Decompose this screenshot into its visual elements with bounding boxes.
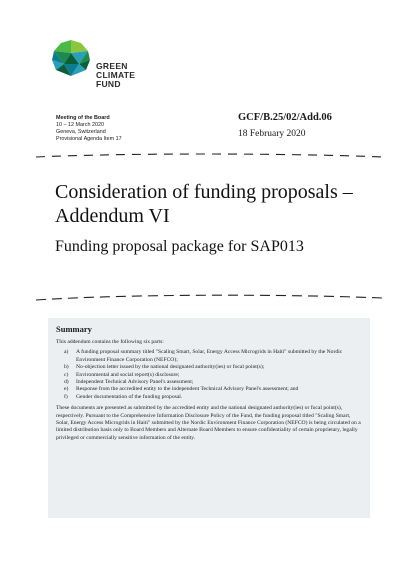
agenda-item: Provisional Agenda Item 17	[56, 136, 122, 142]
list-marker: f)	[64, 393, 68, 400]
list-item	[64, 386, 362, 393]
list-marker: c)	[64, 371, 69, 378]
summary-heading: Summary	[56, 324, 92, 334]
gcf-logo	[50, 38, 145, 100]
list-marker: a)	[64, 349, 69, 356]
list-marker: b)	[64, 364, 69, 371]
meeting-info	[56, 115, 122, 143]
summary-intro: This addendum contains the following six parts:	[56, 339, 164, 345]
logo-line-green: GREEN	[96, 61, 128, 71]
document-date: 18 February 2020	[238, 129, 306, 139]
bottom-divider	[36, 292, 382, 302]
page-title: Consideration of funding proposals – Addendum VI	[55, 181, 353, 227]
list-item-text: Independent Technical Advisory Panel's assessment;	[76, 379, 194, 386]
summary-closing-paragraph: These documents are presented as submitted by the accredited entity and the national designated authority(ies) or focal point(s), respectively. Pursuant to the Comprehensive Information Disclosure Policy of the Fund, the funding proposal titled "Scaling Smart, Solar, Energy Access Microgrids in Haiti" submitted by the Nordic Environment Finance Corporation (NEFCO) is being circulated on a limited distribution basis only to Board Members and Alternate Board Members to ensure confidentiality of certain proprietary, legally privileged or commercially sensitive information of the entity.	[56, 405, 361, 441]
meeting-place: Geneva, Switzerland	[56, 129, 106, 135]
list-marker: d)	[64, 379, 69, 386]
list-marker: e)	[64, 386, 69, 393]
list-item	[64, 349, 362, 364]
list-item-text: No-objection letter issued by the national designated authority(ies) or focal point(s);	[76, 364, 265, 371]
logo-wordmark	[96, 62, 135, 89]
list-item	[64, 364, 362, 371]
summary-list	[64, 349, 362, 401]
list-item-text: Response from the accredited entity to the independent Technical Advisory Panel's assessment; and	[76, 386, 299, 393]
list-item-text: Gender documentation of the funding proposal.	[76, 393, 183, 400]
meeting-name: Meeting of the Board	[56, 115, 110, 121]
list-item	[64, 372, 362, 379]
logo-line-fund: FUND	[96, 79, 121, 89]
list-item	[64, 394, 362, 401]
page-subtitle: Funding proposal package for SAP013	[55, 238, 304, 255]
summary-box	[48, 318, 370, 518]
list-item-text: A funding proposal summary titled "Scaling Smart, Solar, Energy Access Microgrids in Haiti" submitted by the Nordic Environment Finance Corporation (NEFCO);	[76, 349, 343, 363]
list-item-text: Environmental and social report(s) disclosure;	[76, 371, 180, 378]
logo-line-climate: CLIMATE	[96, 70, 136, 80]
top-divider	[36, 150, 382, 160]
globe-polygon-icon	[50, 38, 92, 80]
document-symbol: GCF/B.25/02/Add.06	[238, 112, 332, 123]
meeting-dates: 10 – 12 March 2020	[56, 122, 104, 128]
document-reference	[238, 112, 332, 139]
